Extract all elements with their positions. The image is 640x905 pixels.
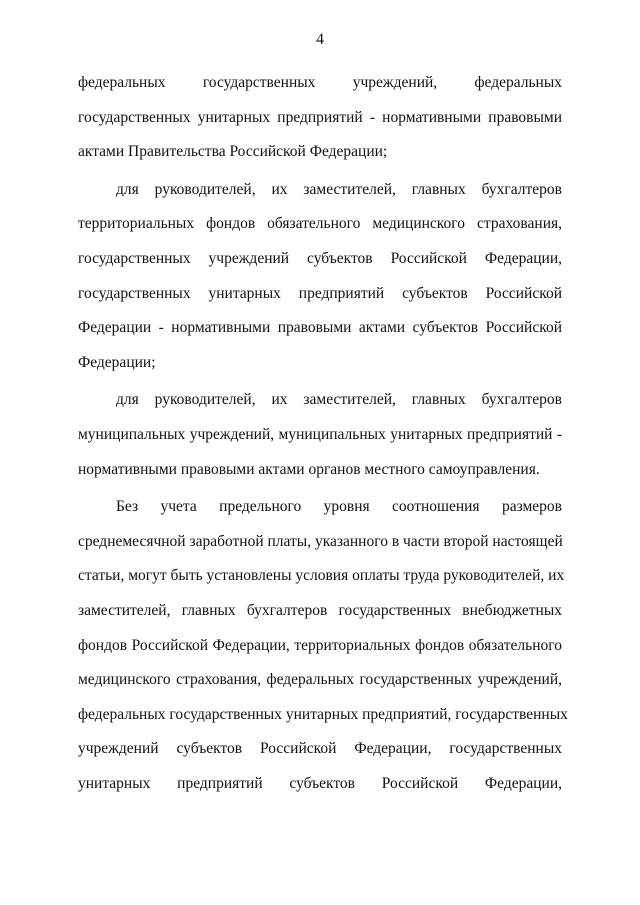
paragraph-line: федеральных государственных учреждений, федеральных (78, 74, 562, 91)
paragraph-1 (78, 66, 562, 170)
paragraph-4 (78, 490, 568, 801)
paragraph-line: для руководителей, их заместителей, главных бухгалтеров (116, 391, 562, 409)
paragraph-2 (78, 173, 562, 381)
paragraph-line: территориальных фондов обязательного медицинского страхования, (78, 215, 562, 233)
paragraph-3 (78, 383, 562, 487)
paragraph-line: для руководителей, их заместителей, главных бухгалтеров (116, 180, 562, 198)
paragraph-line: государственных учреждений субъектов Российской Федерации, (78, 249, 562, 267)
paragraph-line: унитарных предприятий субъектов Российской Федерации, (78, 774, 562, 792)
paragraph-line: медицинского страхования, федеральных государственных учреждений, (78, 671, 562, 689)
paragraph-line: Федерации; (78, 353, 156, 371)
paragraph-line: статьи, могут быть установлены условия оплаты труда руководителей, их (78, 567, 565, 585)
paragraph-line: федеральных государственных унитарных предприятий, государственных (78, 705, 568, 723)
paragraph-line: учреждений субъектов Российской Федерации, государственных (78, 740, 562, 758)
document-body (78, 66, 568, 804)
paragraph-line: актами Правительства Российской Федерации; (78, 143, 388, 161)
paragraph-line: фондов Российской Федерации, территориальных фондов обязательного (78, 636, 562, 654)
paragraph-line: государственных унитарных предприятий субъектов Российской (78, 284, 562, 302)
paragraph-line: Без учета предельного уровня соотношения размеров (116, 498, 562, 516)
paragraph-line: среднемесячной заработной платы, указанного в части второй настоящей (78, 532, 563, 550)
paragraph-line: нормативными правовыми актами органов местного самоуправления. (78, 460, 540, 478)
paragraph-line: Федерации - нормативными правовыми актами субъектов Российской (78, 319, 562, 337)
paragraph-line: заместителей, главных бухгалтеров государственных внебюджетных (78, 601, 562, 619)
paragraph-line: муниципальных учреждений, муниципальных унитарных предприятий - (78, 425, 562, 443)
paragraph-line: государственных унитарных предприятий - нормативными правовыми (78, 108, 562, 126)
page-number: 4 (316, 31, 324, 48)
